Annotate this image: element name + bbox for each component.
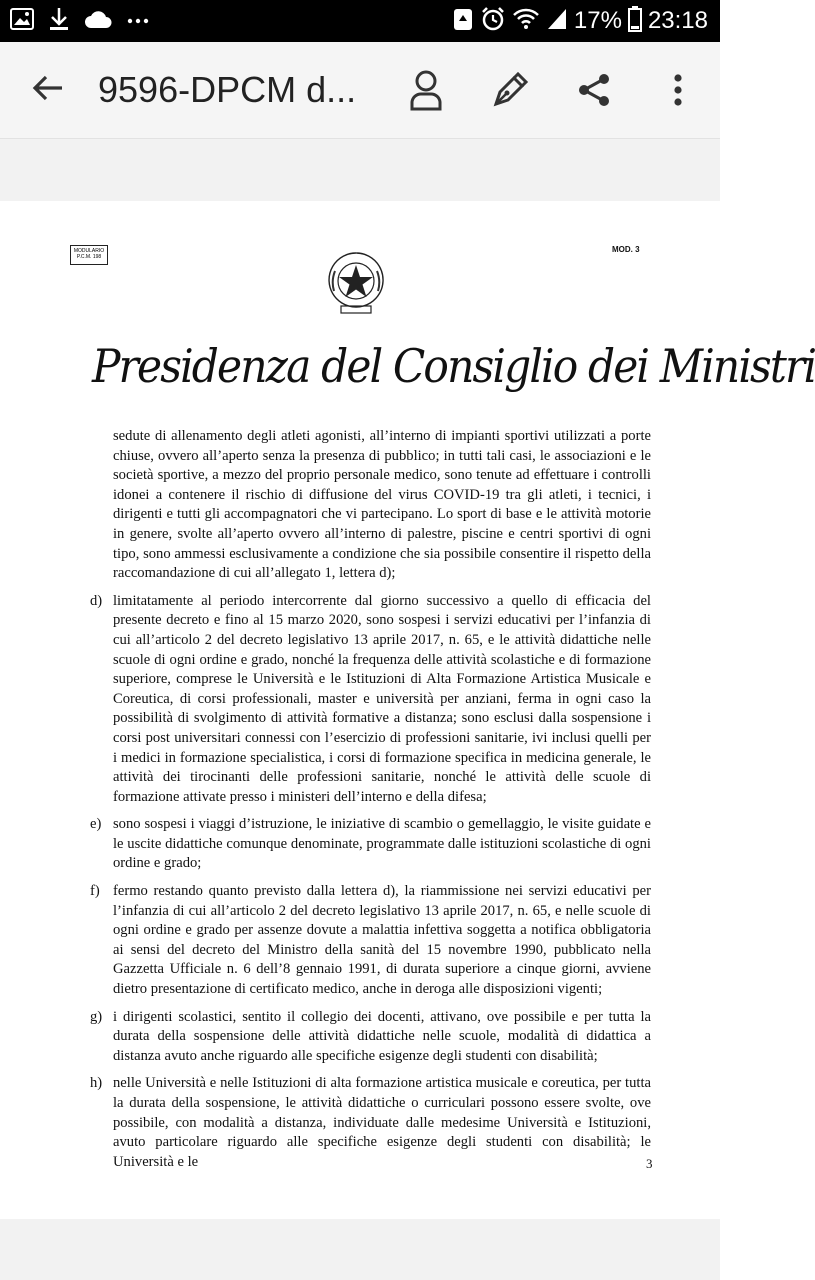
edit-button[interactable] [484,66,536,118]
wifi-icon [512,7,540,36]
document-viewer[interactable] [0,139,815,1280]
modulario-line-2: P.C.M. 198 [76,254,102,260]
mod-label: MOD. 3 [612,245,640,254]
list-item-label: h) [90,1075,103,1092]
account-button[interactable] [400,66,452,118]
battery-icon [628,6,642,37]
share-icon [576,72,612,113]
document-body [0,427,720,1172]
modulario-line-1: MODULARIO [73,248,105,254]
list-item-text: sono sospesi i viaggi d’istruzione, le iniziative di scambio o gemellaggio, le visite guidate e le uscite didattiche comunque denominate, programmate dalle istituzioni scolastiche di ogni ordine e grado; [113,816,651,872]
republic-emblem-icon [327,251,385,315]
share-button[interactable] [568,66,620,118]
status-bar [0,0,720,42]
edit-pen-icon [492,72,528,113]
list-item-text: nelle Università e nelle Istituzioni di alta formazione artistica musicale e coreutica, per tutta la durata della sospensione, le attività didattiche o curriculari possono essere svolte, ove possibile, con modalità a distanza, individuate dalle medesime Università e Istituzioni, avuto particolare riguardo alle specifiche esigenze degli studenti con disabilità; le Università e le [113,1075,651,1170]
person-icon [409,69,443,116]
list-item [0,882,720,1000]
document-title: 9596-DPCM d... [98,69,357,110]
overflow-menu-icon [673,73,683,112]
alarm-icon [480,6,506,37]
clock: 23:18 [647,7,708,34]
back-arrow-icon [32,74,64,107]
cloud-icon [84,9,112,34]
back-button[interactable] [22,64,74,116]
list-item-text: i dirigenti scolastici, sentito il collegio dei docenti, attivano, ove possibile e per tutta la durata della sospensione delle attività didattiche nelle scuole, modalità di didattica a distanza avuto anche riguardo alle specifiche esigenze degli studenti con disabilità; [113,1008,651,1064]
document-heading: Presidenza del Consiglio dei Ministri [92,339,815,393]
list-item [0,592,720,808]
status-bar-notifications [10,8,150,34]
overflow-menu-button[interactable] [652,66,704,118]
document-page [0,201,815,1219]
list-item-label: e) [90,816,102,833]
intro-paragraph: sedute di allenamento degli atleti agonisti, all’interno di impianti sportivi utilizzati a porte chiuse, ovvero all’aperto senza la presenza di pubblico; in tutti tali casi, le associazioni e le società sportive, a mezzo del proprio personale medico, sono tenute ad effettuare i controlli idonei a contenere il rischio di diffusione del virus COVID-19 tra gli atleti, i tecnici, i dirigenti e tutti gli accompagnatori che vi partecipano. Lo sport di base e le attività motorie in genere, svolte all’aperto ovvero all’interno di palestre, piscine e centri sportivi di ogni tipo, sono ammessi esclusivamente a condizione che sia possibile consentire il rispetto della raccomandazione di cui all’allegato 1, lettera d); [113,428,651,582]
signal-icon [546,7,568,36]
more-dots-icon [126,12,150,30]
list-item-text: limitatamente al periodo intercorrente dal giorno successivo a quello di efficacia del presente decreto e fino al 15 marzo 2020, sono sospesi i servizi educativi per l’infanzia di cui all’articolo 2 del decreto legislativo 13 aprile 2017, n. 65, e le attività didattiche nelle scuole di ogni ordine e grado, nonché la frequenza delle attività scolastiche e di formazione superiore, comprese le Università e le Istituzioni di Alta Formazione Artistica Musicale e Coreutica, di corsi professionali, master e università per anziani, ferma in ogni caso la possibilità di svolgimento di attività formative a distanza; sono esclusi dalla sospensione i corsi post universitari connessi con l’esercizio di professioni sanitarie, ivi inclusi quelli per i medici in formazione specialistica, i corsi di formazione specifica in medicina generale, le attività dei tirocinanti delle professioni sanitarie, nonché le attività delle scuole di formazione attivate presso i ministeri dell’interno e della difesa; [113,592,651,805]
page-number: 3 [646,1156,653,1171]
list-item-text: fermo restando quanto previsto dalla lettera d), la riammissione nei servizi educativi per l’infanzia di cui all’articolo 2 del decreto legislativo 13 aprile 2017, n. 65, e nelle scuole di ogni ordine e grado per assenze dovute a malattia infettiva soggetta a notifica obbligatoria ai sensi del decreto del Ministro della sanità del 15 novembre 1990, pubblicato nella Gazzetta Ufficiale n. 6 dell’8 gennaio 1991, di durata superiore a cinque giorni, avviene dietro presentazione di certificato medico, anche in deroga alle disposizioni vigenti; [113,883,651,998]
status-bar-system [452,6,708,36]
image-icon [10,8,34,35]
list-item-label: f) [90,883,100,900]
list-item [0,1008,720,1067]
recycle-icon [452,6,474,37]
list-item [0,815,720,874]
list-item-label: g) [90,1008,103,1025]
download-icon [48,7,70,36]
list-item [0,1074,720,1172]
app-bar [0,42,720,139]
modulario-stamp [70,245,108,265]
battery-percent: 17% [573,7,622,34]
list-item-label: d) [90,592,103,609]
